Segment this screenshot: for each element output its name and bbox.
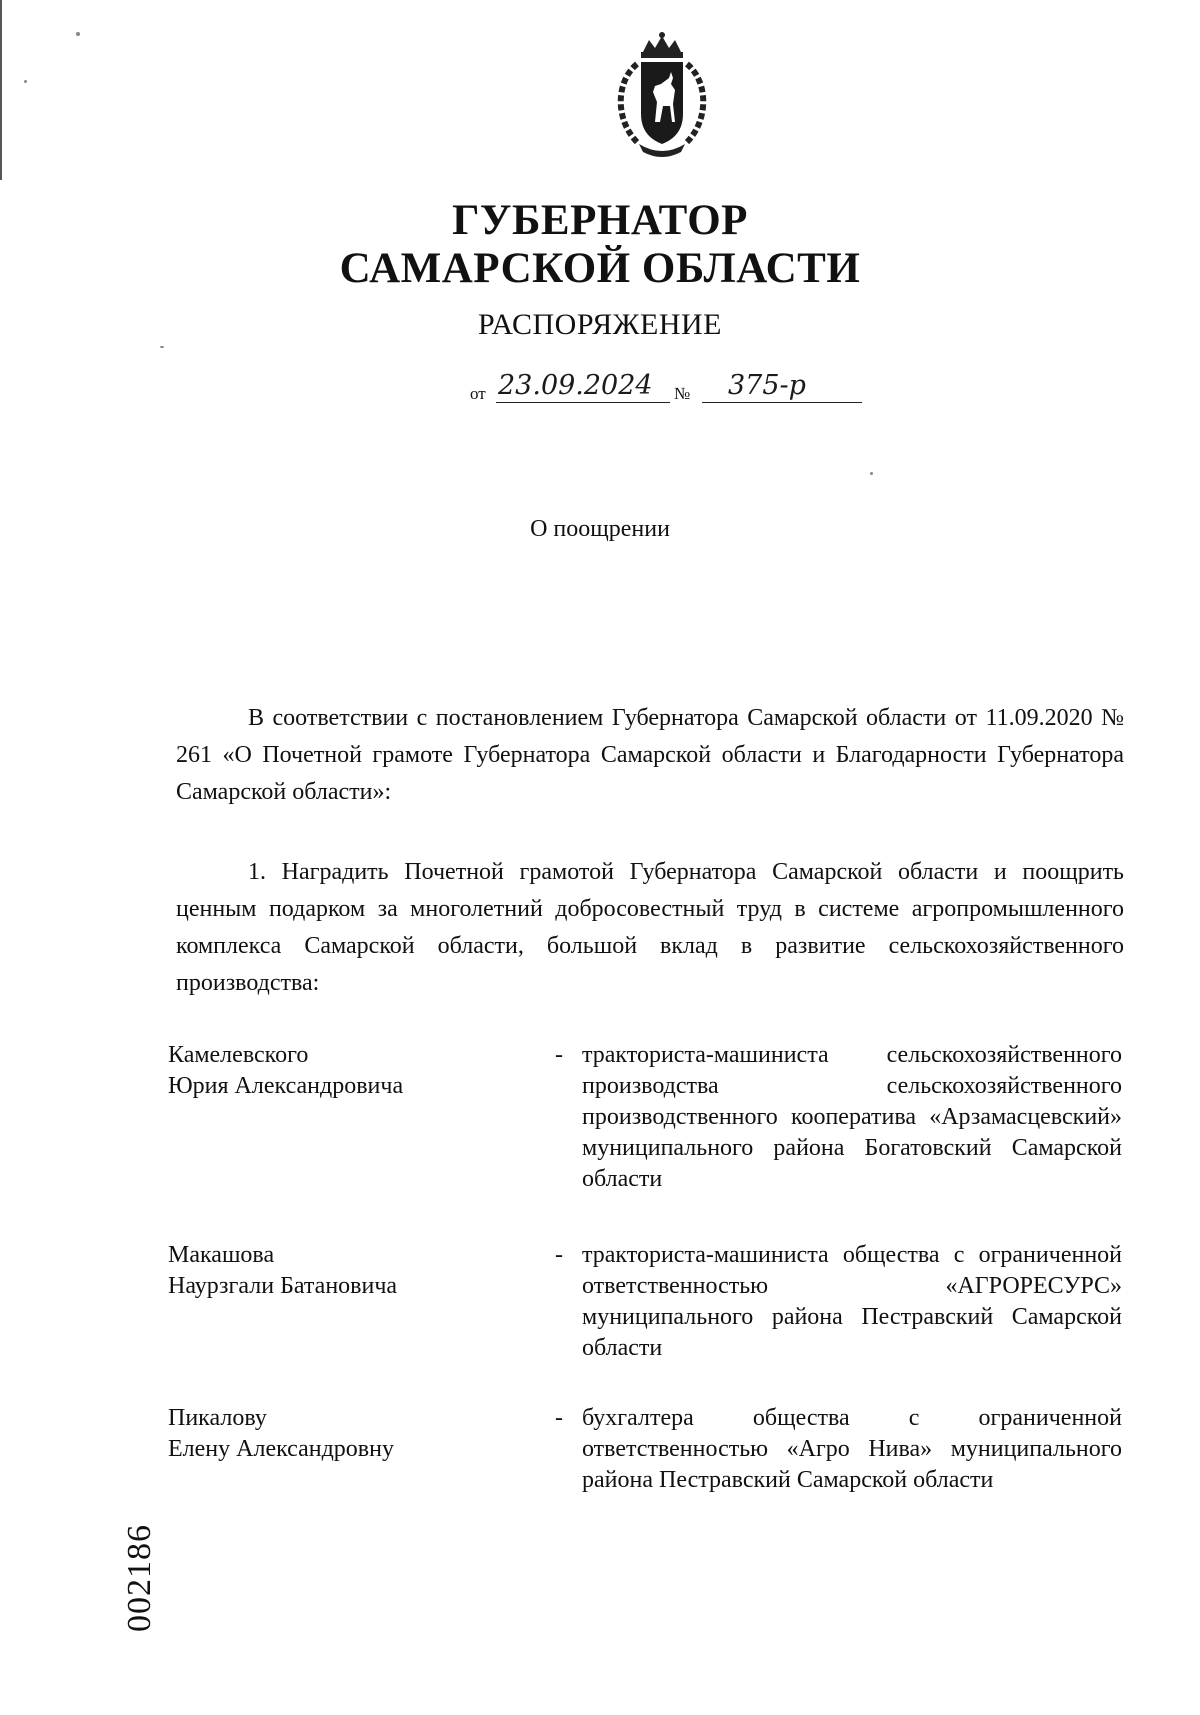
point-1-paragraph: 1. Наградить Почетной грамотой Губернатора Самарской области и поощрить ценным подарком за многолетний добросовестный труд в системе агропромышленного комплекса Самарской области, большой вклад в развитие сельскохозяйственного производства: bbox=[176, 859, 1124, 996]
scan-speck bbox=[870, 472, 873, 475]
recipient-position: тракториста-машиниста сельскохозяйственного производства сельскохозяйственного производственного кооператива «Арзамасцевский» муниципального района Богатовский Самарской области bbox=[582, 1042, 1122, 1192]
scan-speck bbox=[76, 32, 80, 36]
document-type: РАСПОРЯЖЕНИЕ bbox=[477, 308, 723, 341]
recipient-position: бухгалтера общества с ограниченной ответственностью «Агро Нива» муниципального района Пестравский Самарской области bbox=[582, 1405, 1122, 1493]
samara-coat-of-arms-icon bbox=[597, 32, 727, 162]
document-subject: О поощрении bbox=[530, 516, 670, 542]
recipient-position: тракториста-машиниста общества с ограниченной ответственностью «АГРОРЕСУРС» муниципального района Пестравский Самарской области bbox=[582, 1242, 1122, 1361]
scan-speck bbox=[160, 346, 164, 348]
recipient-name: Макашова Наурзгали Батановича bbox=[168, 1242, 398, 1299]
scan-edge-artifact bbox=[0, 0, 2, 180]
recipient-name: Пикалову Елену Александровну bbox=[168, 1405, 394, 1462]
date-prefix: от bbox=[470, 384, 486, 403]
handwritten-number: 375-р bbox=[728, 370, 806, 401]
number-prefix: № bbox=[674, 384, 691, 403]
issuer-title-line2: САМАРСКОЙ ОБЛАСТИ bbox=[339, 245, 861, 292]
recipient-name: Камелевского Юрия Александровича bbox=[168, 1042, 404, 1099]
recipient-dash: - bbox=[555, 1042, 563, 1068]
date-underline bbox=[496, 402, 670, 403]
issuer-title-line1: ГУБЕРНАТОР bbox=[452, 197, 748, 244]
scan-speck bbox=[24, 80, 27, 83]
registration-line bbox=[470, 360, 870, 410]
recipient-dash: - bbox=[555, 1242, 563, 1268]
intro-paragraph: В соответствии с постановлением Губернатора Самарской области от 11.09.2020 № 261 «О Почетной грамоте Губернатора Самарской области и Благодарности Губернатора Самарской области»: bbox=[176, 705, 1124, 805]
handwritten-date: 23.09.2024 bbox=[498, 370, 653, 401]
number-underline bbox=[702, 402, 862, 403]
form-serial-number: 002186 bbox=[121, 1524, 158, 1632]
recipient-dash: - bbox=[555, 1405, 563, 1431]
